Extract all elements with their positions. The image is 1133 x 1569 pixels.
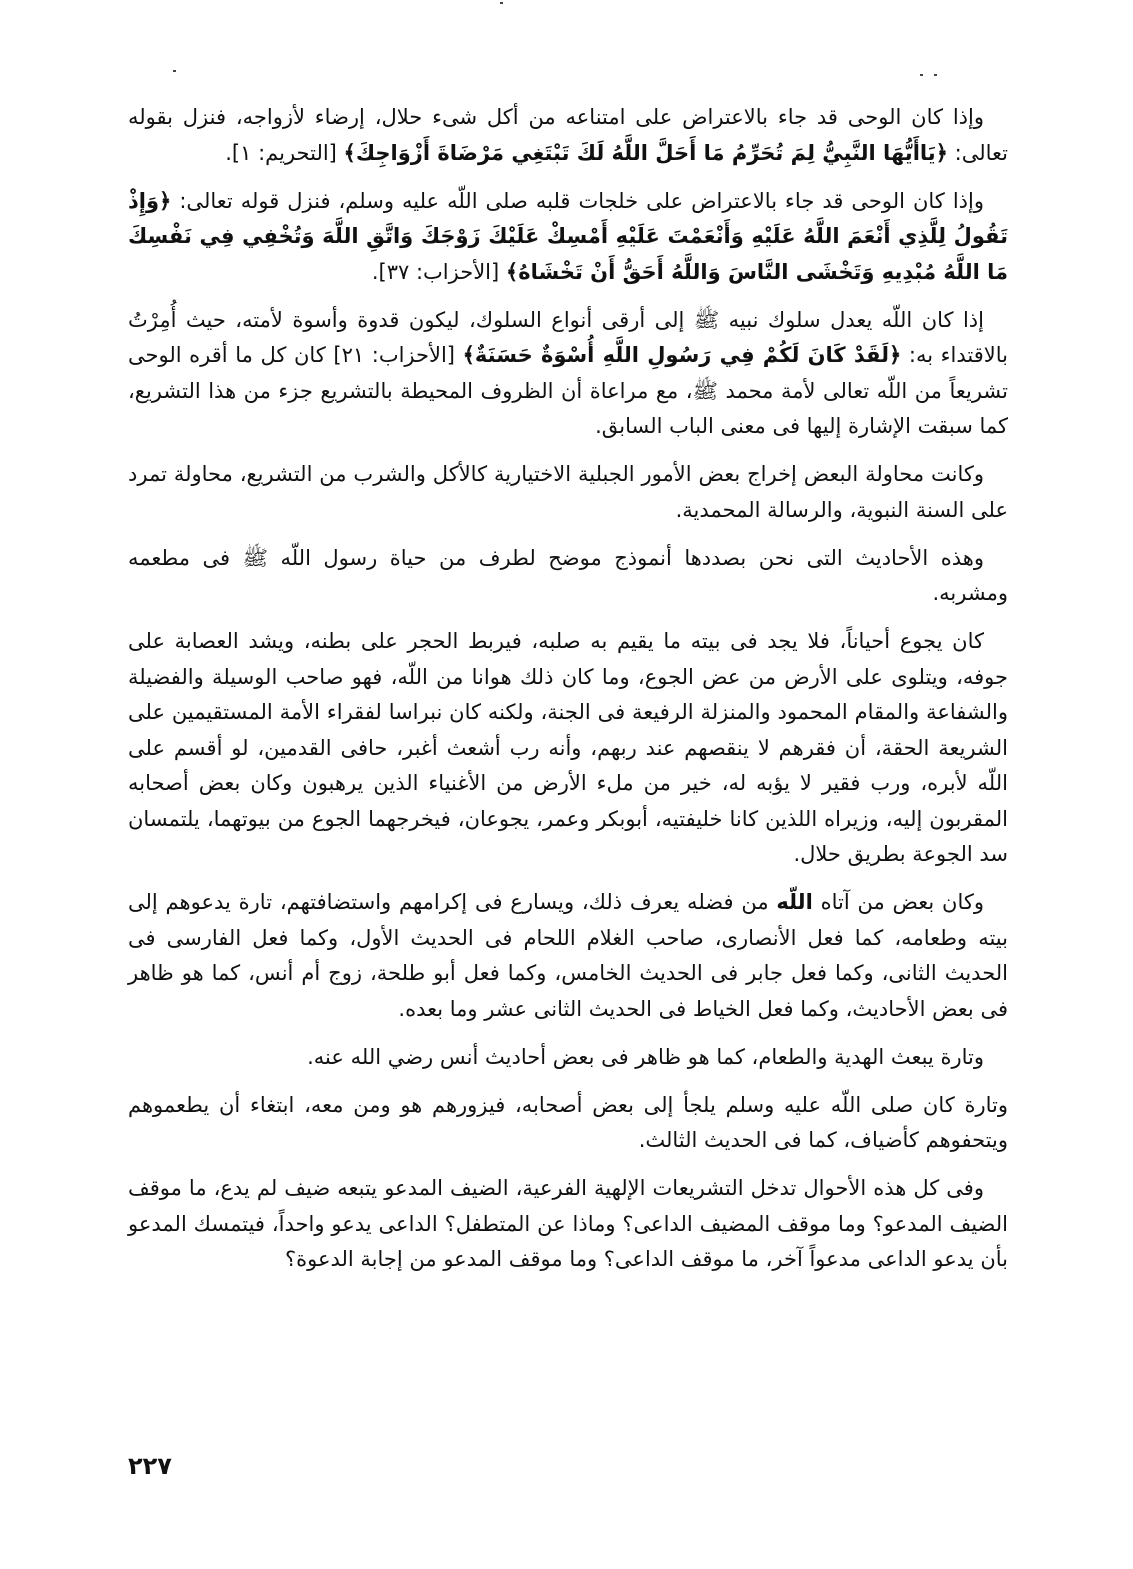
paragraph-text: وتارة كان صلى اللّه عليه وسلم يلجأ إلى بعض أصحابه، فيزورهم هو ومن معه، ابتغاء أن يطعموهم ويتحفوهم كأضياف، كما فى الحديث الثالث. — [128, 1092, 1008, 1152]
paragraph-text: وفى كل هذه الأحوال تدخل التشريعات الإلهية الفرعية، الضيف المدعو يتبعه ضيف لم يدع، ما موقف الضيف المدعو؟ وما موقف المضيف الداعى؟ وماذا عن المتطفل؟ الداعى يدعو واحداً، فيتمسك المدعو بأن يدعو الداعى مدعواً آخر، ما موقف الداعى؟ وما موقف المدعو من إجابة الدعوة؟ — [128, 1176, 1008, 1271]
paragraph-text: وهذه الأحاديث التى نحن بصددها أنموذج موضح لطرف من حياة رسول اللّه ﷺ فى مطعمه ومشربه. — [128, 545, 1008, 605]
paragraph-text: وتارة يبعث الهدية والطعام، كما هو ظاهر فى بعض أحاديث أنس رضي الله عنه. — [307, 1044, 984, 1069]
paragraph-text: [الأحزاب: ٣٧]. — [371, 259, 506, 284]
scan-speck — [173, 70, 176, 72]
scan-speck — [920, 74, 923, 76]
page-body-text — [128, 100, 1008, 1290]
quran-verse: ﴿لَقَدْ كَانَ لَكُمْ فِي رَسُولِ اللَّهِ أُسْوَةٌ حَسَنَةٌ﴾ — [462, 343, 902, 367]
paragraph-text: [التحريم: ١]. — [225, 140, 344, 165]
paragraph — [128, 1171, 1008, 1278]
paragraph-text: وكانت محاولة البعض إخراج بعض الأمور الجبلية الاختيارية كالأكل والشرب من التشريع، محاولة تمرد على السنة النبوية، والرسالة المحمدية. — [128, 462, 1008, 522]
paragraph — [128, 100, 1008, 171]
paragraph — [128, 457, 1008, 528]
paragraph-text: وإذا كان الوحى قد جاء بالاعتراض على امتناعه من أكل شىء حلال، إرضاء لأزواجه، فنزل بقوله تعالى: — [128, 105, 1008, 165]
page-number: ٢٢٧ — [128, 1452, 172, 1480]
paragraph-text: وكان بعض من آتاه — [812, 890, 984, 914]
paragraph — [128, 184, 1008, 291]
paragraph — [128, 1040, 1008, 1076]
paragraph — [128, 885, 1008, 1027]
scan-speck — [934, 74, 937, 76]
paragraph — [128, 541, 1008, 612]
paragraph-text: [الأحزاب: ٢١] كان كل ما أقره الوحى تشريعاً من اللّه تعالى لأمة محمد ﷺ، مع مراعاة أن الظروف المحيطة بالتشريع جزء من هذا التشريع، كما سبقت الإشارة إليها فى معنى الباب السابق. — [128, 343, 1008, 438]
quran-verse: اللّه — [776, 890, 813, 914]
quran-verse: ﴿يَاأَيُّهَا النَّبِيُّ لِمَ تُحَرِّمُ مَا أَحَلَّ اللَّهُ لَكَ تَبْتَغِي مَرْضَاةَ أَزْوَاجِكَ﴾ — [343, 140, 948, 165]
paragraph-text: وإذا كان الوحى قد جاء بالاعتراض على خلجات قلبه صلى اللّه عليه وسلم، فنزل قوله تعالى: — [171, 188, 984, 213]
paragraph — [128, 624, 1008, 873]
paragraph-text: من فضله يعرف ذلك، ويسارع فى إكرامهم واستضافتهم، تارة يدعوهم إلى بيته وطعامه، كما فعل الأنصارى، صاحب الغلام اللحام فى الحديث الأول، وكما فعل الفارسى فى الحديث الثانى، وكما فعل جابر فى الحديث الخامس، وكما فعل أبو طلحة، زوج أم أنس، كما هو ظاهر فى بعض الأحاديث، وكما فعل الخياط فى الحديث الثانى عشر وما بعده. — [128, 890, 1008, 1021]
scan-speck — [500, 2, 503, 4]
paragraph-text: كان يجوع أحياناً، فلا يجد فى بيته ما يقيم به صلبه، فيربط الحجر على بطنه، ويشد العصابة على جوفه، ويتلوى على الأرض من عض الجوع، وما كان ذلك هوانا من اللّه، فهو صاحب الوسيلة والفضيلة والشفاعة والمقام المحمود والمنزلة الرفيعة فى الجنة، ولكنه كان نبراسا لفقراء الأمة المستقيمين على الشريعة الحقة، أن فقرهم لا ينقصهم عند ربهم، وأنه رب أشعث أغبر، حافى القدمين، لو أقسم على اللّه لأبره، ورب فقير لا يؤبه له، خير من ملء الأرض من الأغنياء الذين يرهبون وكان بعض أصحابه المقربون إليه، وزيراه اللذين كانا خليفتيه، أبوبكر وعمر، يجوعان، فيخرجهما الجوع من بيوتهما، يلتمسان سد الجوعة بطريق حلال. — [128, 629, 1008, 866]
paragraph-text: إذا كان اللّه يعدل سلوك نبيه ﷺ إلى أرقى أنواع السلوك، ليكون قدوة وأسوة لأمته، حيث أُمِرْتُ بالاقتداء به: — [128, 307, 1008, 367]
paragraph — [128, 1088, 1008, 1159]
quran-verse: ﴿وَإِذْ تَقُولُ لِلَّذِي أَنْعَمَ اللَّهُ عَلَيْهِ وَأَنْعَمْتَ عَلَيْهِ أَمْسِكْ عَلَيْكَ زَوْجَكَ وَاتَّقِ اللَّهَ وَتُخْفِي فِي نَفْسِكَ مَا اللَّهُ مُبْدِيهِ وَتَخْشَى النَّاسَ وَاللَّهُ أَحَقُّ أَنْ تَخْشَاهُ﴾ — [128, 188, 1008, 284]
paragraph — [128, 303, 1008, 445]
